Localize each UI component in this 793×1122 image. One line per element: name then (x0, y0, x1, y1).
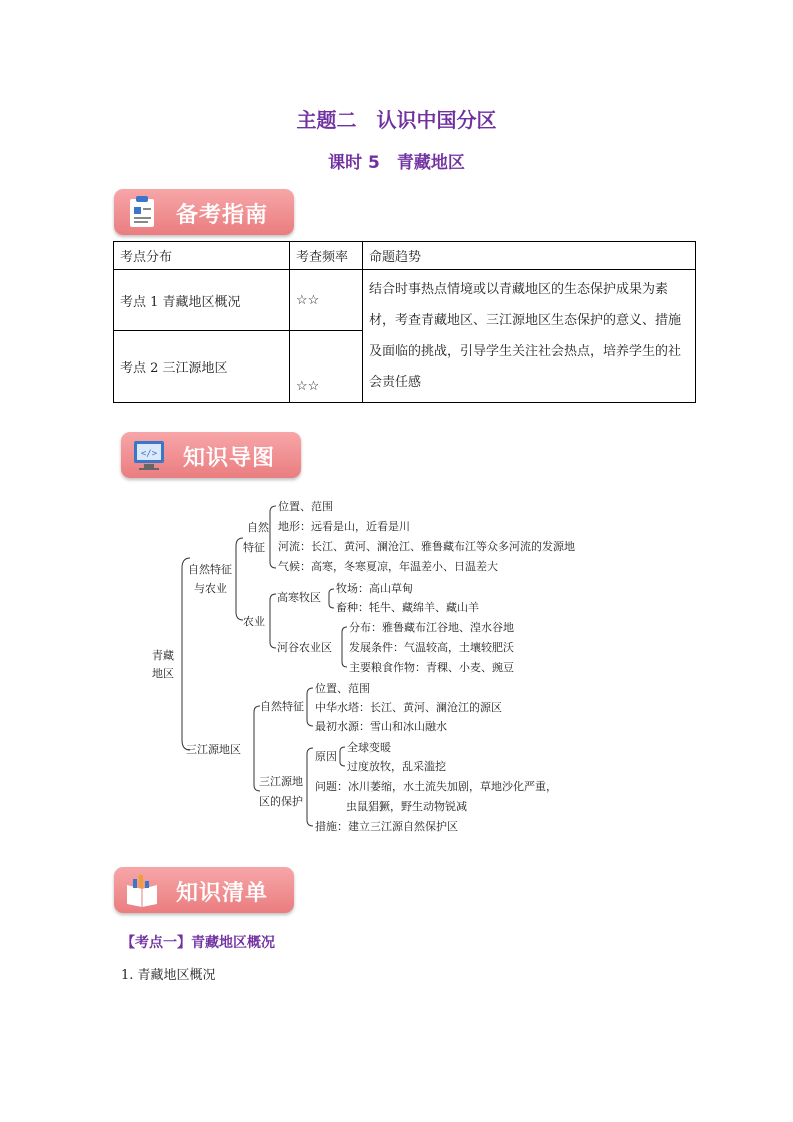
mm-node: 与农业 (194, 582, 227, 595)
table-header: 考点分布 (114, 242, 290, 270)
mm-node: 自然特征 (260, 700, 304, 713)
mm-node: 分布：雅鲁藏布江谷地、湟水谷地 (349, 621, 514, 634)
mm-node: 发展条件：气温较高，土壤较肥沃 (349, 641, 514, 654)
mm-node: 畜种：牦牛、藏绵羊、藏山羊 (336, 601, 479, 614)
table-cell-trend: 结合时事热点情境或以青藏地区的生态保护成果为素材，考查青藏地区、三江源地区生态保护的意义、措施及面临的挑战，引导学生关注社会热点，培养学生的社会责任感 (363, 270, 696, 403)
table-cell: 考点 2 三江源地区 (114, 331, 290, 403)
mm-root: 地区 (152, 667, 174, 680)
banner-guide-label: 备考指南 (176, 203, 269, 228)
table-header: 考查频率 (290, 242, 363, 270)
mm-node: 措施：建立三江源自然保护区 (315, 820, 458, 833)
mm-node: 问题：冰川萎缩，水土流失加剧，草地沙化严重， (315, 780, 557, 793)
section-title: 【考点一】青藏地区概况 (121, 935, 275, 951)
mm-node: 地形：远看是山，近看是川 (278, 520, 410, 533)
list-item: 1. 青藏地区概况 (121, 968, 216, 983)
mm-node: 位置、范围 (315, 682, 370, 695)
page-title: 主题二 认识中国分区 (296, 108, 497, 132)
mm-node: 自然特征 (188, 563, 232, 576)
mm-node: 高寒牧区 (277, 591, 321, 604)
banner-map-label: 知识导图 (183, 446, 276, 471)
book-chart-icon (124, 873, 160, 907)
page-subtitle: 课时 5 青藏地区 (328, 153, 465, 173)
mm-node: 主要粮食作物：青稞、小麦、豌豆 (349, 661, 514, 674)
mind-map-text (152, 499, 575, 833)
mm-node: 自然 (247, 521, 269, 534)
mm-node: 气候：高寒，冬寒夏凉，年温差小、日温差大 (278, 560, 498, 573)
banner-list-label: 知识清单 (176, 881, 269, 906)
mm-root: 青藏 (152, 649, 174, 662)
mm-node: 虫鼠猖獗，野生动物锐减 (346, 800, 467, 813)
mm-node: 最初水源：雪山和冰山融水 (315, 720, 447, 733)
banner-list (114, 867, 294, 913)
table-cell: 考点 1 青藏地区概况 (114, 270, 290, 331)
mm-node: 三江源地 (259, 775, 303, 788)
mm-node: 过度放牧，乱采滥挖 (347, 760, 446, 773)
mm-node: 牧场：高山草甸 (336, 582, 413, 595)
mm-node: 特征 (243, 541, 265, 554)
mm-node: 农业 (243, 615, 265, 628)
mm-node: 位置、范围 (278, 500, 333, 513)
mm-node: 三江源地区 (186, 743, 241, 756)
mm-node: 中华水塔：长江、黄河、澜沧江的源区 (315, 701, 502, 714)
table-cell: ☆☆ (290, 270, 363, 331)
mm-node: 区的保护 (259, 795, 303, 808)
mm-node: 河流：长江、黄河、澜沧江、雅鲁藏布江等众多河流的发源地 (278, 540, 575, 553)
mm-node: 全球变暖 (347, 741, 391, 754)
table-cell: ☆☆ (290, 331, 363, 403)
table-header: 命题趋势 (363, 242, 696, 270)
svg-text:</>: </> (140, 449, 158, 459)
mm-node: 原因 (315, 750, 337, 763)
mm-node: 河谷农业区 (277, 641, 332, 654)
